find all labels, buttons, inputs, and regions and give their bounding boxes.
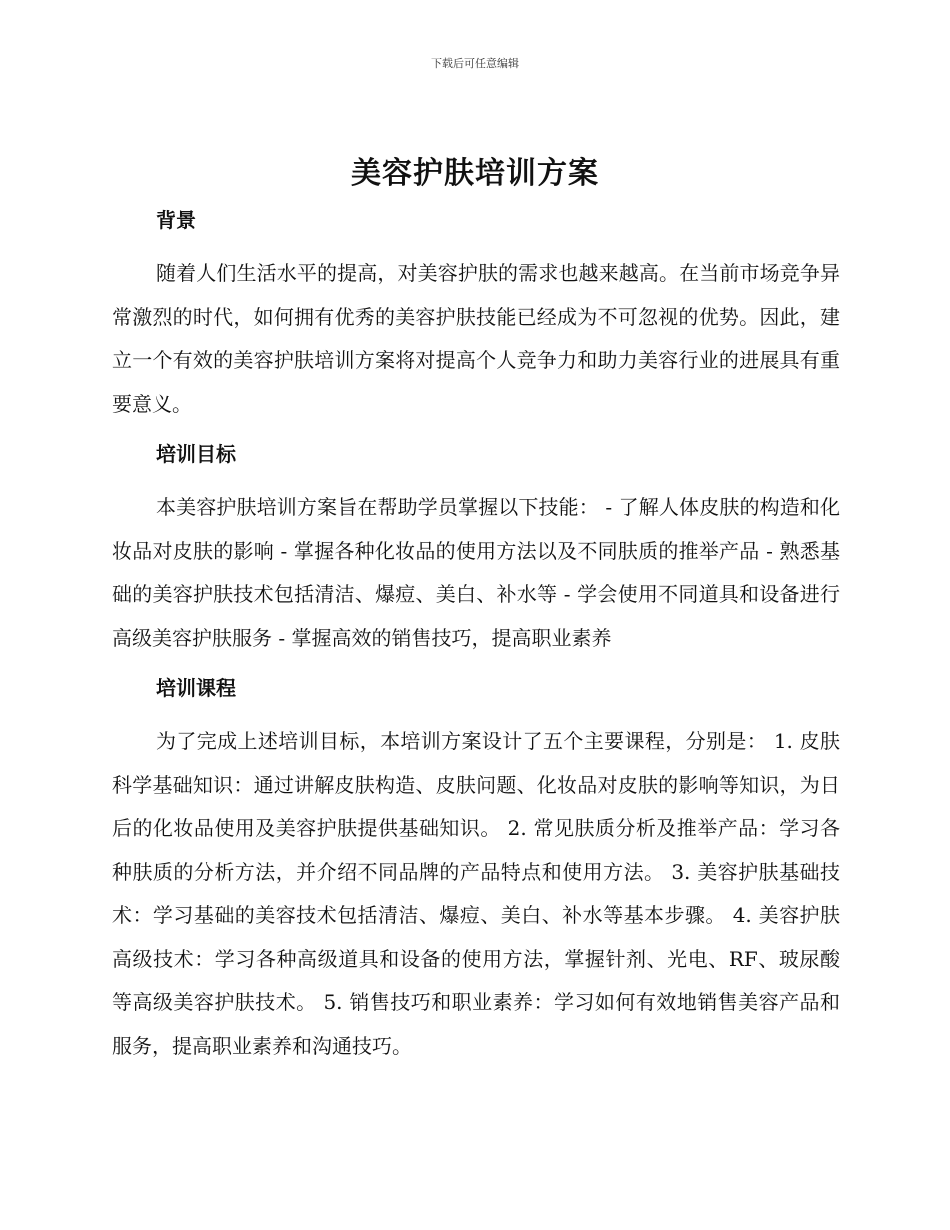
document-body [112,200,840,1068]
section-background [112,200,840,434]
page-header-note: 下载后可任意编辑 [431,57,519,70]
section-paragraph-training-goals: 本美容护肤培训方案旨在帮助学员掌握以下技能： - 了解人体皮肤的构造和化妆品对皮肤的影响 - 掌握各种化妆品的使用方法以及不同肤质的推举产品 - 熟悉基础的美容护肤技术包括清洁、爆痘、美白、补水等 - 学会使用不同道具和设备进行高级美容护肤服务 - 掌握高效的销售技巧，提高职业素养 [112,495,840,650]
section-training-goals [112,434,840,668]
section-heading-background: 背景 [156,208,196,232]
section-heading-training-courses: 培训课程 [156,676,236,700]
section-heading-training-goals: 培训目标 [156,442,236,466]
section-paragraph-training-courses: 为了完成上述培训目标，本培训方案设计了五个主要课程，分别是： 1. 皮肤科学基础知识：通过讲解皮肤构造、皮肤问题、化妆品对皮肤的影响等知识，为日后的化妆品使用及美容护肤提供基础知识。 2. 常见肤质分析及推举产品：学习各种肤质的分析方法，并介绍不同品牌的产品特点和使用方法。 3. 美容护肤基础技术：学习基础的美容技术包括清洁、爆痘、美白、补水等基本步骤。 4. 美容护肤高级技术：学习各种高级道具和设备的使用方法，掌握针剂、光电、RF、玻尿酸等高级美容护肤技术。 5. 销售技巧和职业素养：学习如何有效地销售美容产品和服务，提高职业素养和沟通技巧。 [112,729,840,1058]
document-title: 美容护肤培训方案 [351,156,599,191]
section-paragraph-background: 随着人们生活水平的提高，对美容护肤的需求也越来越高。在当前市场竞争异常激烈的时代，如何拥有优秀的美容护肤技能已经成为不可忽视的优势。因此，建立一个有效的美容护肤培训方案将对提高个人竞争力和助力美容行业的进展具有重要意义。 [112,261,840,416]
section-training-courses [112,668,840,1068]
